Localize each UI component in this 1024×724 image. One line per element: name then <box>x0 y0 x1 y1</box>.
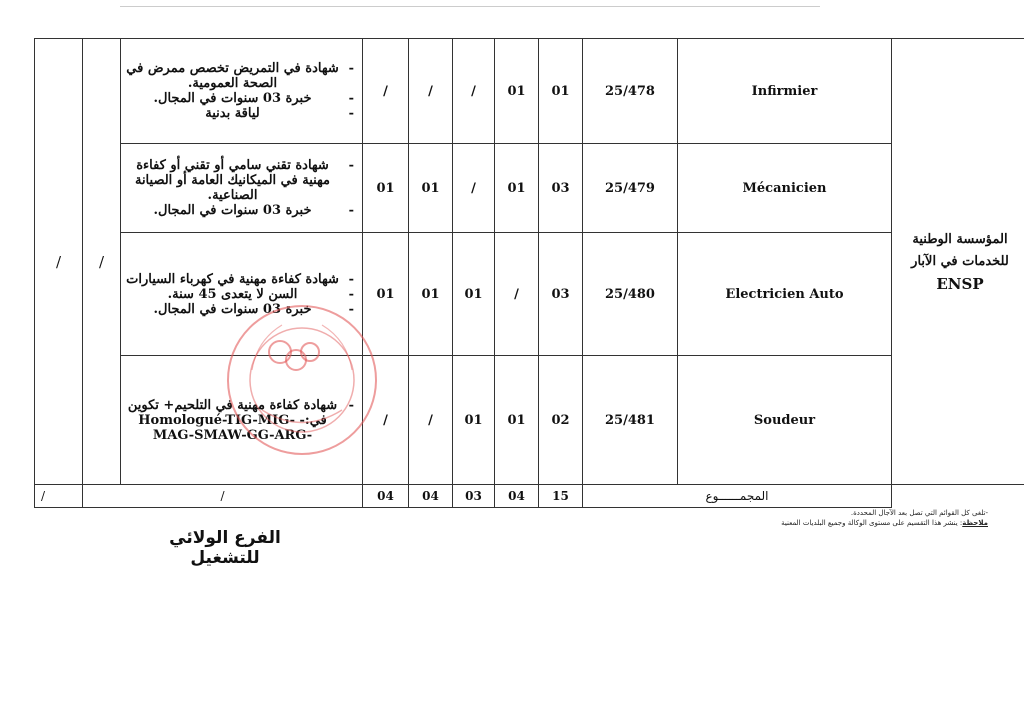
count-cell: / <box>495 233 539 356</box>
count-cell: 01 <box>363 144 409 233</box>
requirements-cell <box>121 39 363 144</box>
totals-empty-cell <box>892 485 1024 508</box>
totals-count-cell: 03 <box>453 485 495 508</box>
grand-total-cell: 15 <box>539 485 583 508</box>
count-cell: / <box>409 39 453 144</box>
totals-requirements: / <box>83 485 363 508</box>
totals-count-cell: 04 <box>363 485 409 508</box>
signature-title: الفرع الولائي للتشغيل <box>169 528 281 568</box>
count-cell: / <box>453 144 495 233</box>
count-cell: / <box>453 39 495 144</box>
count-cell: 01 <box>409 144 453 233</box>
requirement-item: - السن لا يتعدى 45 سنة. <box>125 287 340 302</box>
row-total-cell: 01 <box>539 39 583 144</box>
notes-block <box>588 508 988 528</box>
note-text: : ينشر هذا التقسيم على مستوى الوكالة وجميع البلديات المعنية <box>781 519 963 527</box>
job-title-cell: Mécanicien <box>678 144 892 233</box>
requirement-item: - خبرة 03 سنوات في المجال. <box>125 203 340 218</box>
row-total-cell: 03 <box>539 233 583 356</box>
count-cell: 01 <box>363 233 409 356</box>
requirement-text: شهادة كفاءة مهنية في التلحيم+ تكوين في:- <box>127 397 338 428</box>
organization-cell <box>892 39 1024 485</box>
table-row <box>35 144 1024 233</box>
requirement-item: - شهادة كفاءة مهنية في كهرباء السيارات <box>125 272 340 287</box>
count-cell: 01 <box>409 233 453 356</box>
top-rule <box>120 6 820 7</box>
table-row <box>35 356 1024 485</box>
requirement-item <box>125 398 340 443</box>
count-cell: 01 <box>495 144 539 233</box>
totals-side-mark: / <box>35 485 83 508</box>
note-label: ملاحظة <box>962 519 988 527</box>
count-cell: 01 <box>453 356 495 485</box>
totals-count-cell: 04 <box>409 485 453 508</box>
count-cell: / <box>409 356 453 485</box>
table-row <box>35 233 1024 356</box>
requirements-cell <box>121 356 363 485</box>
row-total-cell: 02 <box>539 356 583 485</box>
requirement-item: - شهادة في التمريض تخصص ممرض في الصحة العمومية. <box>125 61 340 91</box>
side-mark-a: / <box>35 39 83 485</box>
totals-count-cell: 04 <box>495 485 539 508</box>
job-title-cell: Electricien Auto <box>678 233 892 356</box>
offer-number-cell: 25/478 <box>583 39 678 144</box>
count-cell: / <box>363 39 409 144</box>
requirement-item: - لياقة بدنية <box>125 106 340 121</box>
requirements-cell <box>121 233 363 356</box>
note-line: -تلغى كل القوائم التي تصل بعد الآجال المحددة. <box>850 509 988 517</box>
organization-name: المؤسسة الوطنية للخدمات في الآبار <box>911 231 1009 269</box>
side-mark-b: / <box>83 39 121 485</box>
requirements-cell <box>121 144 363 233</box>
totals-label: المجمــــــوع <box>583 485 892 508</box>
count-cell: / <box>363 356 409 485</box>
organization-acronym: ENSP <box>936 274 984 293</box>
offer-number-cell: 25/479 <box>583 144 678 233</box>
count-cell: 01 <box>495 356 539 485</box>
table-row <box>35 39 1024 144</box>
job-title-cell: Infirmier <box>678 39 892 144</box>
count-cell: 01 <box>453 233 495 356</box>
offer-number-cell: 25/481 <box>583 356 678 485</box>
note-line <box>588 518 988 528</box>
count-cell: 01 <box>495 39 539 144</box>
requirement-item: - شهادة تقني سامي أو تقني أو كفاءة مهنية في الميكانيك العامة أو الصيانة الصناعية. <box>125 158 340 203</box>
row-total-cell: 03 <box>539 144 583 233</box>
totals-row <box>35 485 1024 508</box>
offer-number-cell: 25/480 <box>583 233 678 356</box>
requirement-latin-text: Homologué-TIG-MIG-MAG-SMAW-GG-ARG- <box>138 412 313 443</box>
requirement-item: - خبرة 03 سنوات في المجال. <box>125 91 340 106</box>
job-title-cell: Soudeur <box>678 356 892 485</box>
requirement-item: - خبرة 03 سنوات في المجال. <box>125 302 340 317</box>
job-offers-table <box>34 38 1024 508</box>
